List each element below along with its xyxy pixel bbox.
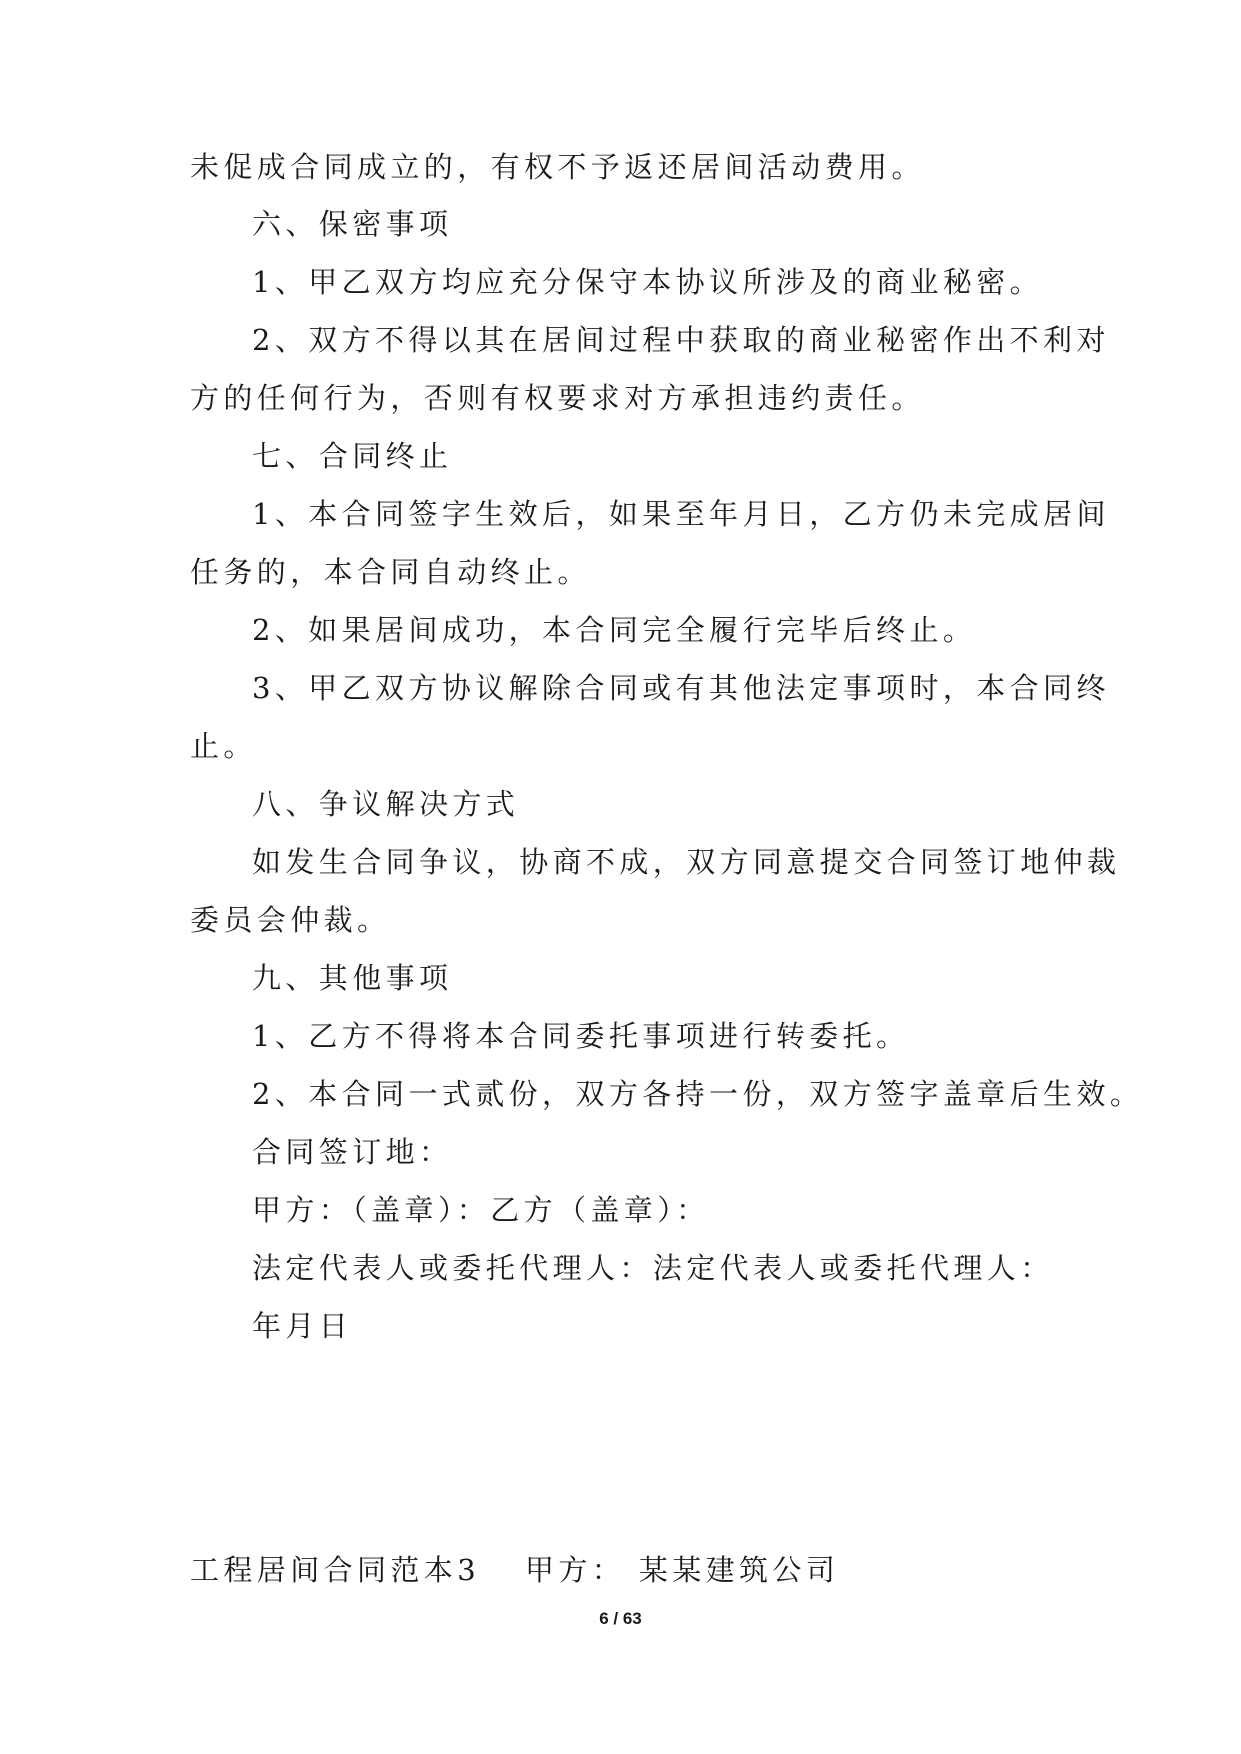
party-seals: 甲方：（盖章）：乙方（盖章）： [252,1193,710,1227]
text-line: 止。 [190,729,257,763]
text-line: 2、双方不得以其在居间过程中获取的商业秘密作出不利对 [252,323,1110,357]
text-line: 1、本合同签字生效后，如果至年月日，乙方仍未完成居间 [252,497,1110,531]
next-contract-party: 甲方： 某某建筑公司 [525,1553,840,1587]
section-heading: 九、其他事项 [252,961,453,995]
text-line: 2、如果居间成功，本合同完全履行完毕后终止。 [252,613,977,647]
text-line: 委员会仲裁。 [190,903,391,937]
section-heading: 八、争议解决方式 [252,787,520,821]
text-line: 1、甲乙双方均应充分保守本协议所涉及的商业秘密。 [252,265,1044,299]
text-line: 1、乙方不得将本合同委托事项进行转委托。 [252,1019,910,1053]
text-line: 未促成合同成立的，有权不予返还居间活动费用。 [190,150,925,184]
text-line: 2、本合同一式贰份，双方各持一份，双方签字盖章后生效。 [252,1077,1144,1111]
date-line: 年月日 [252,1309,353,1343]
text-line: 任务的，本合同自动终止。 [190,555,591,589]
text-line: 如发生合同争议，协商不成，双方同意提交合同签订地仲裁 [252,845,1121,879]
next-contract-title: 工程居间合同范本3 [190,1553,481,1587]
section-heading: 七、合同终止 [252,439,453,473]
section-heading: 六、保密事项 [252,207,453,241]
text-line: 方的任何行为，否则有权要求对方承担违约责任。 [190,381,925,415]
page-number: 6 / 63 [599,1609,642,1628]
representatives: 法定代表人或委托代理人：法定代表人或委托代理人： [252,1251,1054,1285]
text-line: 3、甲乙双方协议解除合同或有其他法定事项时，本合同终 [252,671,1110,705]
signing-place: 合同签订地： [252,1135,453,1169]
